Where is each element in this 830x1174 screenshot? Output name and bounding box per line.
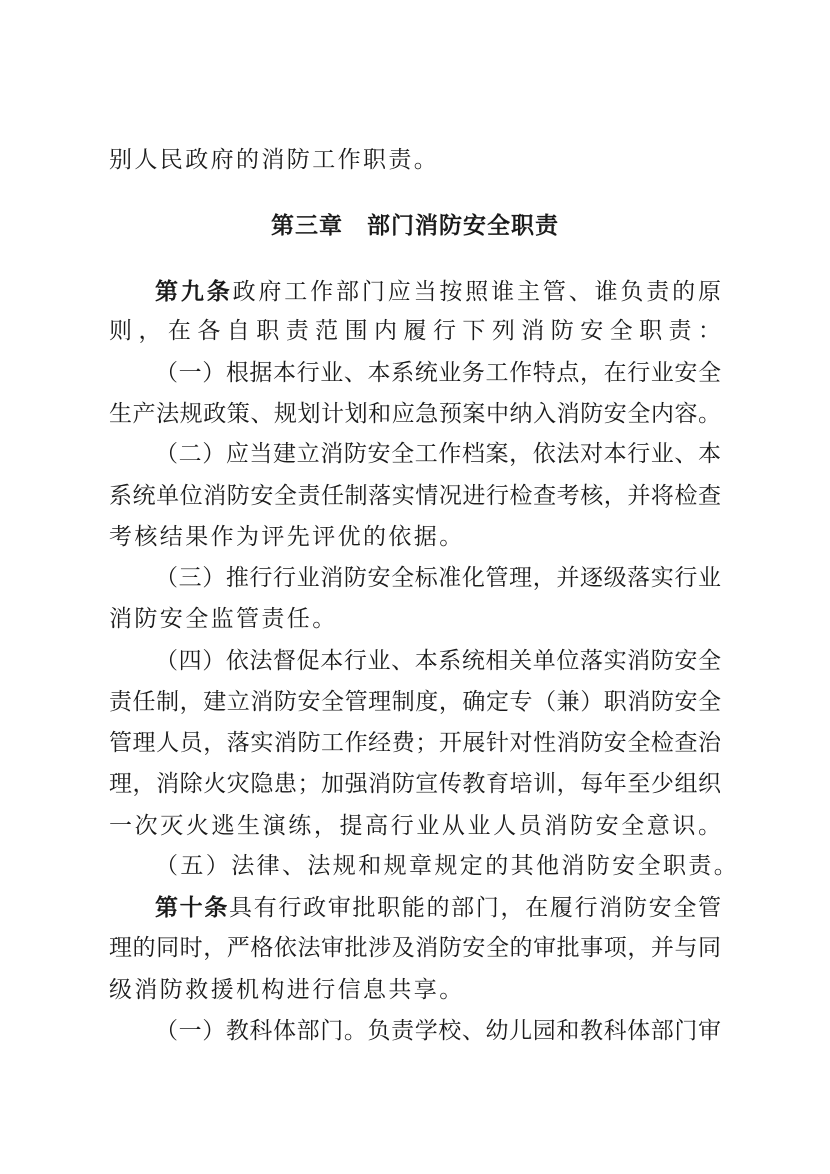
paragraph-line: （五）法律、法规和规章规定的其他消防安全职责。	[155, 853, 740, 879]
paragraph-line: 考核结果作为评先评优的依据。	[109, 524, 465, 550]
paragraph-line: （二）应当建立消防安全工作档案，依法对本行业、本	[155, 441, 721, 467]
paragraph-line: 理，消除火灾隐患；加强消防宣传教育培训，每年至少组织	[109, 771, 721, 797]
article-line	[155, 272, 721, 312]
paragraph-line: （一）教科体部门。负责学校、幼儿园和教科体部门审	[155, 1018, 721, 1044]
chapter-number: 第三章	[271, 213, 343, 239]
paragraph-line: （三）推行行业消防安全标准化管理，并逐级落实行业	[155, 565, 721, 591]
chapter-heading	[0, 208, 830, 244]
article-number: 第十条	[155, 895, 230, 921]
paragraph-line: 责任制，建立消防安全管理制度，确定专（兼）职消防安全	[109, 689, 721, 715]
paragraph-line: （四）依法督促本行业、本系统相关单位落实消防安全	[155, 648, 721, 674]
paragraph-line: 别人民政府的消防工作职责。	[109, 147, 440, 173]
paragraph-line: 管理人员，落实消防工作经费；开展针对性消防安全检查治	[109, 730, 721, 756]
paragraph-text: 政府工作部门应当按照谁主管、谁负责的原	[232, 279, 722, 305]
paragraph-line: 级消防救援机构进行信息共享。	[109, 977, 465, 1003]
article-line	[155, 888, 721, 928]
paragraph-line: 则，在各自职责范围内履行下列消防安全职责：	[109, 318, 721, 344]
paragraph-line: 消防安全监管责任。	[109, 606, 338, 632]
paragraph-text: 具有行政审批职能的部门，在履行消防安全管	[229, 895, 722, 921]
paragraph-line: 系统单位消防安全责任制落实情况进行检查考核，并将检查	[109, 483, 721, 509]
paragraph-line: 生产法规政策、规划计划和应急预案中纳入消防安全内容。	[109, 401, 721, 427]
paragraph-line: 理的同时，严格依法审批涉及消防安全的审批事项，并与同	[109, 935, 721, 961]
paragraph-line: （一）根据本行业、本系统业务工作特点，在行业安全	[155, 360, 721, 386]
article-number: 第九条	[155, 279, 233, 305]
paragraph-line: 一次灭火逃生演练，提高行业从业人员消防安全意识。	[109, 813, 721, 839]
chapter-title: 部门消防安全职责	[367, 213, 559, 239]
